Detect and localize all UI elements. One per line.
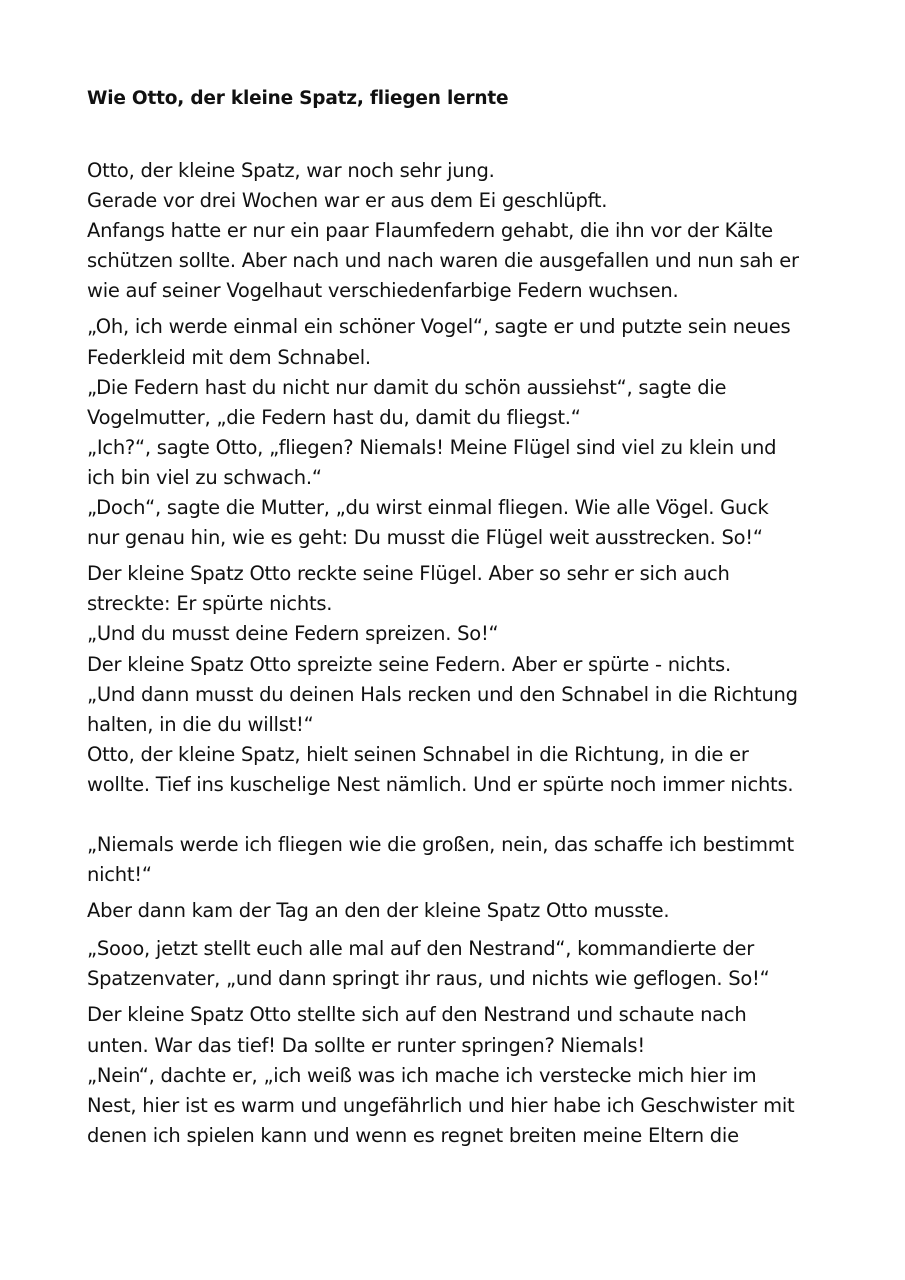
text-line: ich bin viel zu schwach.“ (87, 465, 322, 489)
document-title: Wie Otto, der kleine Spatz, fliegen lernte (87, 88, 509, 109)
text-line: denen ich spielen kann und wenn es regnet breiten meine Eltern die (87, 1123, 739, 1147)
text-line: Der kleine Spatz Otto stellte sich auf den Nestrand und schaute nach (87, 1003, 747, 1027)
text-line: schützen sollte. Aber nach und nach waren die ausgefallen und nun sah er (87, 249, 799, 273)
text-line: Federkleid mit dem Schnabel. (87, 345, 371, 369)
text-line: Anfangs hatte er nur ein paar Flaumfedern gehabt, die ihn vor der Kälte (87, 219, 773, 243)
text-line: „Ich?“, sagte Otto, „fliegen? Niemals! Meine Flügel sind viel zu klein und (87, 435, 777, 459)
text-line: Der kleine Spatz Otto spreizte seine Federn. Aber er spürte - nichts. (87, 652, 731, 676)
text-line: Otto, der kleine Spatz, hielt seinen Schnabel in die Richtung, in die er (87, 742, 749, 766)
text-line: „Oh, ich werde einmal ein schöner Vogel“, sagte er und putzte sein neues (87, 315, 791, 339)
paragraph (87, 830, 832, 890)
text-line: Vogelmutter, „die Federn hast du, damit du fliegst.“ (87, 405, 581, 429)
paragraph (87, 559, 832, 800)
text-line: Spatzenvater, „und dann springt ihr raus, und nichts wie geflogen. So!“ (87, 967, 770, 991)
paragraph (87, 896, 832, 926)
text-line: wie auf seiner Vogelhaut verschiedenfarbige Federn wuchsen. (87, 279, 679, 303)
paragraph-spacer (87, 800, 832, 830)
paragraph (87, 934, 832, 994)
text-line: „Und du musst deine Federn spreizen. So!“ (87, 622, 499, 646)
text-line: nicht!“ (87, 863, 152, 887)
paragraph-spacer (87, 926, 832, 934)
text-line: unten. War das tief! Da sollte er runter springen? Niemals! (87, 1033, 645, 1057)
text-line: streckte: Er spürte nichts. (87, 592, 333, 616)
text-line: nur genau hin, wie es geht: Du musst die Flügel weit ausstrecken. So!“ (87, 526, 763, 550)
text-line: „Doch“, sagte die Mutter, „du wirst einmal fliegen. Wie alle Vögel. Guck (87, 496, 769, 520)
text-line: „Nein“, dachte er, „ich weiß was ich mache ich verstecke mich hier im (87, 1063, 757, 1087)
text-line: „Niemals werde ich fliegen wie die großen, nein, das schaffe ich bestimmt (87, 832, 794, 856)
text-line: Aber dann kam der Tag an den der kleine Spatz Otto musste. (87, 899, 670, 923)
text-line: „Und dann musst du deinen Hals recken und den Schnabel in die Richtung (87, 682, 798, 706)
paragraph (87, 312, 832, 553)
paragraph (87, 1000, 832, 1150)
text-line: Nest, hier ist es warm und ungefährlich und hier habe ich Geschwister mit (87, 1093, 795, 1117)
text-line: wollte. Tief ins kuschelige Nest nämlich. Und er spürte noch immer nichts. (87, 772, 794, 796)
document-body (87, 84, 832, 1151)
text-line: „Die Federn hast du nicht nur damit du schön aussiehst“, sagte die (87, 375, 727, 399)
text-line: „Sooo, jetzt stellt euch alle mal auf den Nestrand“, kommandierte der (87, 937, 754, 961)
text-line: Gerade vor drei Wochen war er aus dem Ei geschlüpft. (87, 189, 608, 213)
text-line: Der kleine Spatz Otto reckte seine Flügel. Aber so sehr er sich auch (87, 562, 730, 586)
paragraph (87, 156, 832, 306)
text-line: Otto, der kleine Spatz, war noch sehr jung. (87, 159, 495, 182)
text-line: halten, in die du willst!“ (87, 712, 314, 736)
